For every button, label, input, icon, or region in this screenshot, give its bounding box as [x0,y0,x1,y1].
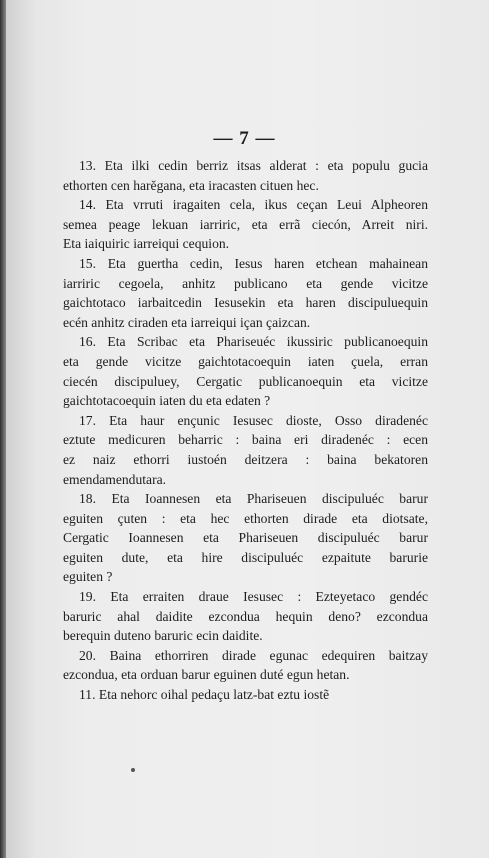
verse-number: 16. [79,334,96,350]
verse-line: emendamendutara. [63,471,167,487]
verse-first-line [63,156,428,176]
verse-text: Eta guertha cedin, Iesus haren etchean mahainean [107,255,428,271]
verse-number: 11. [79,687,96,703]
verse-line: ethorten cen harĕgana, eta iracasten cituen hec. [63,177,319,193]
verse-paragraph [63,587,428,646]
verse-line: berequin duteno baruric ecin daidite. [63,628,263,644]
verse-line: semea peage lekuan iarriric, eta errã ciecón, Arreit niri. [63,216,428,232]
verse-text: Eta vrruti iragaiten cela, ikus ceçan Leui Alpheoren [105,197,428,213]
verse-paragraph [63,332,428,410]
verse-line: eta gende vicitze gaichtotacoequin iaten çuela, erran [63,353,428,369]
verse-line: gaichtotaco iarbaitcedin Iesusekin eta haren discipuluequin [63,295,428,311]
verse-first-line [63,411,428,431]
verse-text: Eta haur ençunic Iesusec dioste, Osso diradenéc [109,412,428,428]
verse-line: ecén anhitz ciraden eta iarreiqui içan çaizcan. [63,314,311,330]
verse-text: Eta nehorc oihal pedaçu latz-bat eztu iostẽ [98,687,330,703]
verse-paragraph [63,685,428,705]
verse-line: eguiten çuten : eta hec ethorten dirade eta diotsate, [63,510,428,526]
verse-paragraph [63,156,428,195]
verse-first-line [63,489,428,509]
verse-first-line [63,195,428,215]
verse-paragraph [63,646,428,685]
verse-line: gaichtotacoequin iaten du eta edaten ? [63,393,271,409]
verse-line: eguiten ? [63,569,113,585]
verse-line: Cergatic Ioannesen eta Phariseuen discipuluéc barur [63,530,428,546]
verse-line: iarriric cegoela, anhitz publicano eta gende vicitze [63,275,428,291]
verse-paragraph [63,489,428,587]
verse-line: baruric ahal daidite ezcondua hequin deno? ezcondua [63,608,428,624]
verse-paragraph [63,254,428,332]
verse-text: Eta ilki cedin berriz itsas alderat : eta populu gucia [104,158,428,173]
paper-speck [131,768,135,772]
verse-line: ezcondua, eta orduan barur eguinen duté egun hetan. [63,667,350,683]
verse-line: ciecén discipuluey, Cergatic publicanoequin eta vicitze [63,373,428,389]
verse-first-line [63,587,428,607]
verse-number: 14. [79,197,96,213]
verse-line: Eta iaiquiric iarreiqui cequion. [63,236,230,252]
verse-line: eztute medicuren beharric : baina eri diradenéc : ecen [63,432,428,448]
verse-number: 18. [79,491,96,507]
verse-line: eguiten dute, eta hire discipuluéc ezpaitute barurie [63,549,428,565]
verse-number: 19. [79,589,96,605]
verse-number: 15. [79,255,96,271]
verse-number: 17. [79,412,96,428]
verse-number: 20. [79,647,96,663]
verse-text: Eta Ioannesen eta Phariseuen discipuluéc barur [111,491,428,507]
verse-first-line [63,254,428,274]
verse-number: 13. [79,158,96,173]
verse-text: Eta Scribac eta Phariseuéc ikussiric publicanoequin [107,334,428,350]
verse-text: Baina ethorriren dirade egunac edequiren baitzay [109,647,428,663]
page-text [63,156,428,705]
verse-paragraph [63,411,428,489]
verse-first-line [63,332,428,352]
verse-text: Eta erraiten draue Iesusec : Ezteyetaco gendéc [110,589,428,605]
page-number: — 7 — [213,128,276,149]
verse-first-line [63,685,428,705]
verse-first-line [63,646,428,666]
verse-paragraph [63,195,428,254]
verse-line: ez naiz ethorri iustoén deitzera : baina bekatoren [63,451,428,467]
